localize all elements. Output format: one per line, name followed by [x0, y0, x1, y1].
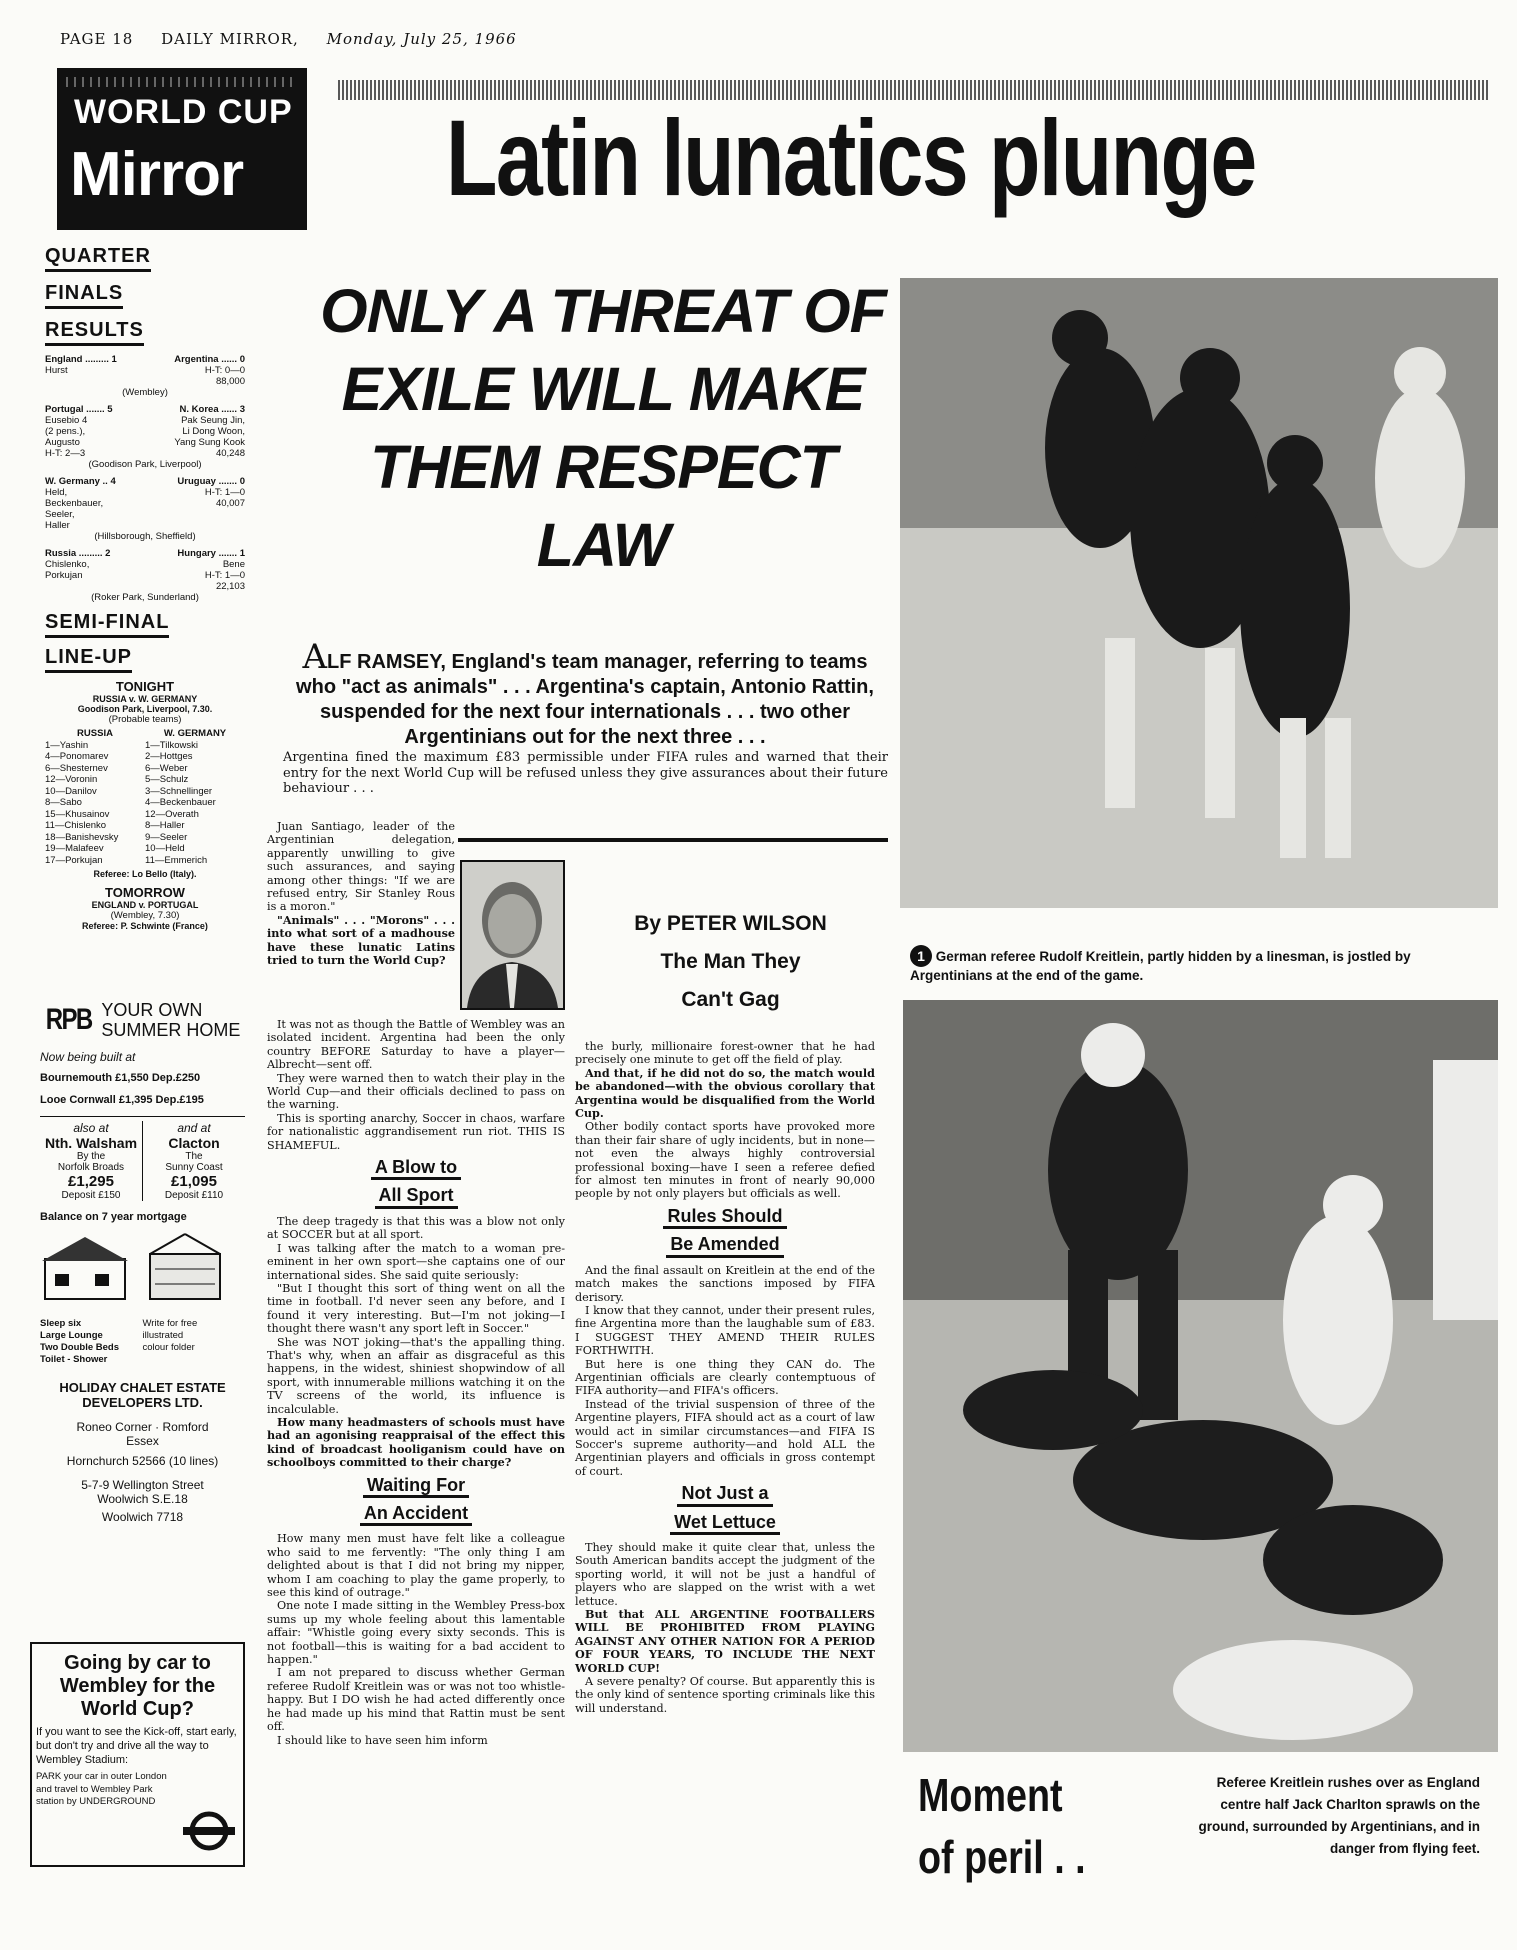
result-attendance: 40,248	[215, 448, 245, 459]
article-paragraph: The deep tragedy is that this was a blow not only at SOCCER but at all sport.	[267, 1214, 565, 1242]
result-home: W. Germany .. 4	[45, 476, 116, 487]
result-halftime: H-T: 0—0	[204, 365, 245, 376]
article-paragraph: But here is one thing they CAN do. The Argentinian officials are clearly contemptuous of FIFA authority—and FIFA's officers.	[575, 1357, 875, 1398]
main-headline: Latin lunatics plunge	[446, 97, 1256, 218]
ad-location-desc: Sunny Coast	[165, 1162, 223, 1173]
ad-address: Essex	[126, 1434, 159, 1448]
player: 4—Ponomarev	[45, 751, 109, 762]
russia-head: RUSSIA	[77, 728, 113, 739]
subheading-amended	[575, 1235, 875, 1257]
result-england-argentina	[45, 354, 245, 398]
article-paragraph: They should make it quite clear that, unless the South American bandits accept the judgment of the sporting world, it will not be just a handful of players who are slapped on the wrist with a wet lettuce.	[575, 1541, 875, 1608]
peril-line-2: of peril . .	[918, 1831, 1086, 1883]
article-paragraph: This is sporting anarchy, Soccer in chaos, warfare for nationalistic aggrandisement run riot. THIS IS SHAMEFUL.	[267, 1111, 565, 1152]
page-number: PAGE 18	[60, 30, 134, 48]
article-paragraph: It was not as though the Battle of Wembley was an isolated incident. Argentina had been the only country BEFORE Saturday to have a player—Albrecht—sent off.	[267, 1018, 565, 1072]
article-paragraph: How many headmasters of schools must have had an agonising reappraisal of the effect this kind of broadcast hooliganism could have on schoolboys committed to their charge?	[267, 1414, 565, 1470]
result-scorer: Yang Sung Kook	[174, 437, 245, 448]
ad-address: 5-7-9 Wellington Street	[81, 1478, 204, 1492]
germany-lineup	[145, 728, 245, 866]
article-paragraph: How many men must have felt like a colleague who said to me fervently: "The only thing I am delighted about is that I did not bring my nipper, whom I am coaching to play the game properly, to see this kind of outrage."	[267, 1532, 565, 1600]
photo-number-badge: 1	[910, 945, 932, 967]
results-sidebar	[45, 245, 245, 931]
referee-tomorrow: Referee: P. Schwinte (France)	[82, 921, 208, 931]
ad-body: If you want to see the Kick-off, start early, but don't try and drive all the way to Wembley Stadium:	[36, 1726, 237, 1766]
ad-deposit: Deposit £110	[164, 1190, 224, 1201]
ad-phone: Hornchurch 52566 (10 lines)	[66, 1454, 219, 1468]
tonight-label: TONIGHT	[115, 679, 175, 694]
result-halftime: H-T: 2—3	[45, 448, 86, 459]
article-column-1	[267, 1018, 565, 1747]
player: 10—Danilov	[45, 785, 97, 797]
player: 17—Porkujan	[45, 854, 103, 866]
article-paragraph: But that ALL ARGENTINE FOOTBALLERS WILL BE PROHIBITED FROM PLAYING AGAINST ANY OTHER NATION FOR A PERIOD OF FOUR YEARS, TO INCLUDE THE NEXT WORLD CUP!	[575, 1607, 875, 1675]
article-paragraph: They were warned then to watch their play in the World Cup—and their officials declined to pass on the warning.	[267, 1071, 565, 1112]
ad-body: PARK your car in outer London and travel to Wembley Park station by UNDERGROUND	[36, 1771, 167, 1807]
ad-title: SUMMER HOME	[101, 1020, 241, 1040]
ad-price-line: Bournemouth £1,550 Dep.£250	[40, 1072, 201, 1084]
player: 12—Voronin	[45, 774, 98, 785]
player: 19—Malafeev	[45, 843, 104, 854]
result-portugal-korea	[45, 404, 245, 470]
ad-phone: Woolwich 7718	[101, 1510, 184, 1524]
sidebar-head-semifinal: SEMI-FINAL	[45, 611, 169, 638]
result-venue: (Roker Park, Sunderland)	[91, 592, 199, 603]
player: 1—Tilkowski	[145, 739, 198, 751]
subheading-line: Wet Lettuce	[670, 1513, 780, 1535]
article-paragraph: I should like to have seen him inform	[277, 1733, 488, 1747]
result-scorer: Chislenko,	[45, 559, 90, 570]
result-attendance: 22,103	[215, 581, 245, 592]
article-paragraph: And the final assault on Kreitlein at the end of the match makes the sanctions imposed by FIFA derisory.	[575, 1263, 875, 1304]
byline-tagline: The Man They	[660, 950, 801, 973]
player: 10—Held	[145, 843, 185, 854]
ad-company: DEVELOPERS LTD.	[82, 1395, 203, 1410]
intro-paragraph: Argentina fined the maximum £83 permissible under FIFA rules and warned that their entry for the next World Cup will be refused unless they give assurances about their future behaviour . . .	[283, 750, 888, 796]
result-scorer: Eusebio 4	[45, 415, 88, 426]
subheading-blow	[267, 1158, 565, 1180]
sidebar-head-quarter: QUARTER	[45, 245, 151, 272]
writer-portrait	[460, 860, 565, 1010]
tonight-match: RUSSIA v. W. GERMANY	[92, 694, 198, 704]
result-germany-uruguay	[45, 476, 245, 542]
result-halftime: H-T: 1—0	[204, 570, 245, 581]
player: 15—Khusainov	[45, 808, 110, 820]
sidebar-head-results: RESULTS	[45, 319, 144, 346]
ad-location: Nth. Walsham	[44, 1135, 138, 1151]
rpb-logo: RPB	[45, 1003, 92, 1036]
ad-feature: Large Lounge	[40, 1330, 103, 1341]
article-column-1-top	[267, 820, 455, 967]
result-scorer: Held,	[45, 487, 68, 498]
result-scorer: Bene	[222, 559, 245, 570]
byline-author: By PETER WILSON	[634, 912, 827, 935]
result-away: Hungary ....... 1	[177, 548, 245, 559]
photo-charlton-sprawls-image	[903, 1000, 1498, 1752]
article-paragraph: I know that they cannot, under their present rules, fine Argentina more than the laughable sum of £83. I SUGGEST THEY AMEND THEIR RULES FORTHWITH.	[575, 1303, 875, 1358]
caption-text: German referee Rudolf Kreitlein, partly hidden by a linesman, is jostled by Argentinians at the end of the game.	[910, 949, 1411, 983]
subheading-waiting	[267, 1476, 565, 1498]
ad-folder-note: Write for free	[142, 1318, 198, 1329]
subheading-accident	[267, 1504, 565, 1526]
result-scorer: (2 pens.),	[45, 426, 86, 437]
player: 9—Seeler	[145, 831, 188, 843]
rpb-advert	[40, 1000, 245, 1524]
player: 5—Schulz	[145, 774, 189, 785]
subheading-line: Rules Should	[663, 1207, 786, 1229]
player: 18—Banishevsky	[45, 831, 119, 843]
ad-price: £1,295	[68, 1173, 114, 1190]
player: 3—Schnellinger	[145, 785, 213, 797]
result-home: Portugal ....... 5	[45, 404, 113, 415]
player: 12—Overath	[145, 808, 199, 820]
article-paragraph: One note I made sitting in the Wembley Press-box sums up my whole feeling about this lamentable affair: "Whistle going every sixty seconds. This is not football—this is waiting for a bad accident to happen."	[267, 1599, 565, 1667]
subheading-not-just	[575, 1484, 875, 1506]
goal-net-pattern	[66, 77, 298, 87]
subheading-line: Be Amended	[666, 1235, 783, 1257]
result-scorer: Beckenbauer,	[45, 498, 104, 509]
ad-title: Going by car to Wembley for the World Cup?	[59, 1652, 216, 1720]
tonight-venue: Goodison Park, Liverpool, 7.30.	[77, 704, 213, 714]
result-scorer: Pak Seung Jin,	[181, 415, 245, 426]
byline-tagline: Can't Gag	[681, 988, 780, 1011]
ad-feature: Two Double Beds	[40, 1342, 119, 1353]
ad-building-note: Now being built at	[40, 1050, 136, 1064]
world-cup-mirror-logo	[57, 68, 307, 230]
sidebar-head-lineup: LINE-UP	[45, 646, 132, 673]
underground-advert	[30, 1642, 245, 1867]
player: 8—Haller	[145, 820, 185, 831]
result-russia-hungary	[45, 548, 245, 603]
result-away: Argentina ...... 0	[174, 354, 245, 365]
probable-teams: (Probable teams)	[108, 714, 182, 725]
byline-rule	[458, 838, 888, 842]
ad-feature: Sleep six	[40, 1318, 82, 1329]
caption-photo-1	[910, 945, 1470, 985]
result-away: Uruguay ....... 0	[177, 476, 245, 487]
ad-also-at: also at	[73, 1121, 109, 1135]
subheading-line: Waiting For	[363, 1476, 469, 1498]
result-away: N. Korea ...... 3	[179, 404, 245, 415]
caption-photo-2: Referee Kreitlein rushes over as England centre half Jack Charlton sprawls on the ground, surrounded by Argentinians, and in danger from flying feet.	[1198, 1775, 1480, 1856]
result-scorer: Li Dong Woon,	[182, 426, 245, 437]
player: 11—Chislenko	[45, 820, 107, 831]
tomorrow-match: ENGLAND v. PORTUGAL	[91, 900, 199, 910]
article-paragraph: I was talking after the match to a woman pre-eminent in her own sport—she captains one of our international sides. She said quite seriously:	[267, 1241, 565, 1282]
player: 2—Hottges	[145, 751, 193, 762]
article-paragraph: Juan Santiago, leader of the Argentinian delegation, apparently unwilling to give such assurances, and saying among other things: "If we are refused entry, Sir Stanley Rous is a moron."	[267, 820, 455, 914]
tomorrow-label: TOMORROW	[105, 885, 185, 900]
ad-price: £1,095	[171, 1173, 217, 1190]
byline	[573, 905, 888, 1019]
ad-location-desc: The	[185, 1151, 203, 1162]
article-column-2	[575, 1040, 875, 1715]
player: 4—Beckenbauer	[145, 797, 216, 808]
ad-company: HOLIDAY CHALET ESTATE	[59, 1380, 226, 1395]
photo-charlton-sprawls	[903, 1000, 1498, 1752]
player: 6—Shesternev	[45, 762, 108, 774]
portrait-photo	[462, 862, 563, 1008]
peril-line-1: Moment	[918, 1769, 1063, 1821]
article-paragraph: Instead of the trivial suspension of three of the Argentine players, FIFA should act as a court of law would act in similar circumstances—and FIFA IS Soccer's supreme authority—and hold ALL the Argentinian players and officials in gross contempt of court.	[575, 1397, 875, 1478]
russia-lineup	[45, 728, 145, 866]
ad-deposit: Deposit £150	[61, 1190, 121, 1201]
result-venue: (Hillsborough, Sheffield)	[94, 531, 196, 542]
referee-tonight: Referee: Lo Bello (Italy).	[93, 869, 197, 879]
article-paragraph: A severe penalty? Of course. But apparently this is the only kind of sentence sporting criminals like this will understand.	[575, 1675, 875, 1715]
ad-and-at: and at	[177, 1121, 211, 1135]
subheading-line: An Accident	[360, 1504, 472, 1526]
logo-line-1: WORLD CUP	[74, 93, 293, 131]
result-scorers: Hurst	[45, 365, 68, 376]
article-paragraph: I am not prepared to discuss whether German referee Rudolf Kreitlein was or was not too whistle-happy. But I DO wish he had acted differently once he had made up his mind that Rattin must be sent off.	[267, 1666, 565, 1734]
drop-cap: A	[302, 637, 328, 677]
subheading-sport	[267, 1186, 565, 1208]
ad-location-desc: By the	[76, 1151, 106, 1162]
ad-feature: Toilet - Shower	[40, 1354, 108, 1365]
ad-address: Roneo Corner · Romford	[76, 1420, 209, 1434]
logo-line-2: Mirror	[70, 140, 244, 209]
ad-price-line: Looe Cornwall £1,395 Dep.£195	[40, 1094, 204, 1106]
result-halftime: H-T: 1—0	[204, 487, 245, 498]
subheading-line: Not Just a	[677, 1484, 772, 1506]
tomorrow-venue: (Wembley, 7.30)	[110, 910, 180, 921]
photo-referee-jostled	[900, 278, 1498, 908]
underground-roundel-icon	[181, 1811, 237, 1851]
ad-folder-note: illustrated	[142, 1330, 184, 1341]
subheading-line: A Blow to	[371, 1158, 461, 1180]
sidebar-head-finals: FINALS	[45, 282, 123, 309]
subheading-line: All Sport	[375, 1186, 458, 1208]
germany-head: W. GERMANY	[163, 728, 227, 739]
result-venue: (Wembley)	[122, 387, 168, 398]
result-scorer: Haller	[45, 520, 70, 531]
paper-name: DAILY MIRROR,	[161, 30, 299, 48]
ad-folder-note: colour folder	[142, 1342, 195, 1353]
photo-referee-jostled-image	[900, 278, 1498, 908]
player: 8—Sabo	[45, 797, 82, 808]
team-lineups	[45, 728, 245, 866]
subheading-rules	[575, 1207, 875, 1229]
article-paragraph: the burly, millionaire forest-owner that he had precisely one minute to get off the field of play.	[575, 1040, 875, 1067]
ad-address: Woolwich S.E.18	[97, 1492, 188, 1506]
lede-paragraph	[280, 637, 890, 750]
article-paragraph: "But I thought this sort of thing went on all the time in football. I'd never seen any before, and I found it very interesting. But—I'm not joking—I thought there wasn't any sport left in Soccer."	[267, 1281, 565, 1336]
result-attendance: 40,007	[215, 498, 245, 509]
chalet-illustration	[40, 1229, 245, 1309]
player: 1—Yashin	[45, 739, 89, 751]
article-paragraph: Other bodily contact sports have provoked more than their fair share of ugly incidents, but in none—not even the always highly controversial professional boxing—have I seen a referee defied for almost ten minutes in front of nearly 90,000 people by not only players but officials as well.	[575, 1120, 875, 1201]
result-scorer: Augusto	[45, 437, 80, 448]
player: 6—Weber	[145, 762, 188, 774]
result-venue: (Goodison Park, Liverpool)	[88, 459, 202, 470]
result-attendance: 88,000	[215, 376, 245, 387]
ad-mortgage-note: Balance on 7 year mortgage	[40, 1211, 187, 1223]
result-home: Russia ......... 2	[45, 548, 111, 559]
subheadline: ONLY A THREAT OF EXILE WILL MAKE THEM RESPECT LAW	[320, 277, 886, 579]
lede-text: LF RAMSEY, England's team manager, referring to teams who "act as animals" . . . Argentina's captain, Antonio Rattin, suspended for the next four internationals . . . two other Argentinians out for the next three . . .	[296, 651, 874, 748]
article-paragraph: "Animals" . . . "Morons" . . . into what sort of a madhouse have these lunatic Latins tried to turn the World Cup?	[267, 912, 455, 968]
result-scorer: Porkujan	[45, 570, 83, 581]
player: 11—Emmerich	[145, 854, 208, 866]
subheading-lettuce	[575, 1513, 875, 1535]
ad-title: YOUR OWN	[101, 1000, 203, 1020]
result-scorer: Seeler,	[45, 509, 75, 520]
issue-date: Monday, July 25, 1966	[326, 30, 517, 48]
page-folio	[60, 30, 539, 48]
article-paragraph: She was NOT joking—that's the appalling thing. That's why, when an affair as disgraceful as this happens, in the widest, shiniest shopwindow of all sport, with innumerable millions watching it on the TV screens of the world, its influence is incalculable.	[267, 1335, 565, 1416]
ad-location: Clacton	[168, 1135, 220, 1151]
moment-of-peril-title	[918, 1764, 1086, 1888]
article-paragraph: And that, if he did not do so, the match would be abandoned—with the obvious corollary that Argentina would be disqualified from the World Cup.	[575, 1065, 875, 1121]
ad-location-desc: Norfolk Broads	[57, 1162, 125, 1173]
result-home: England ......... 1	[45, 354, 117, 365]
